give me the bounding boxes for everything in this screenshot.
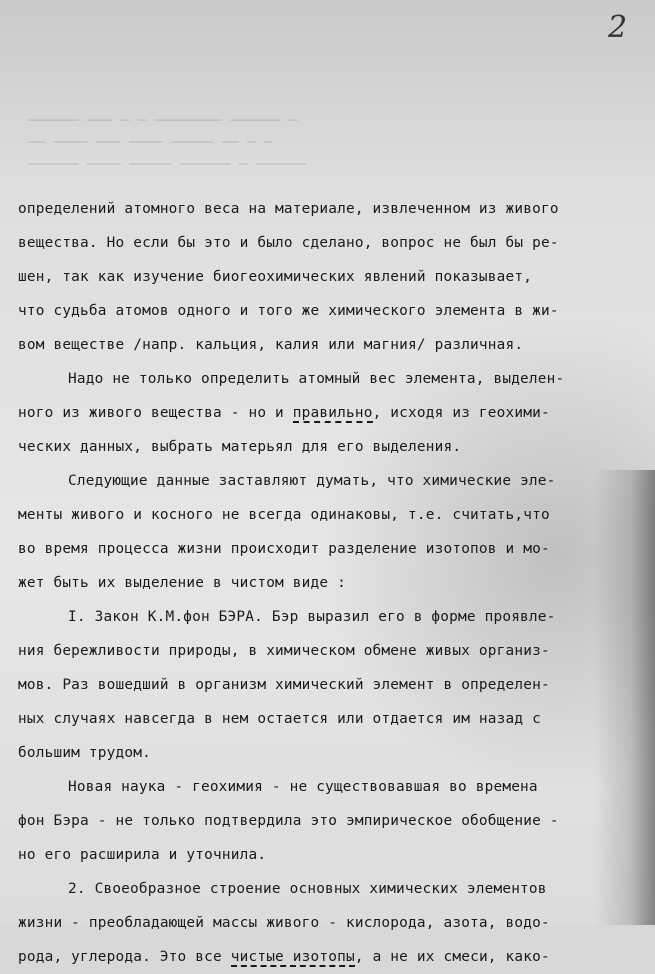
text-line: 2. Своеобразное строение основных химических элементов (68, 881, 547, 897)
text-line: во время процесса жизни происходит разделение изотопов и мо- (18, 541, 550, 557)
text-line (18, 940, 640, 974)
underlined-text: правильно (292, 405, 373, 421)
text-line: Следующие данные заставляют думать, что химические эле- (68, 473, 556, 489)
text-line: Надо не только определить атомный вес элемента, выделен- (68, 371, 565, 387)
text-line: но его расширила и уточнила. (18, 847, 267, 863)
text-line: ческих данных, выбрать матерьял для его выделения. (18, 439, 462, 455)
text-line: фон Бэра - не только подтвердила это эмпирическое обобщение - (18, 813, 559, 829)
text-line: ных случаях навсегда в нем остается или отдается им назад с (18, 711, 541, 727)
text-line: большим трудом. (18, 745, 151, 761)
text-line: что судьба атомов одного и того же химического элемента в жи- (18, 303, 559, 319)
text-line: ния бережливости природы, в химическом обмене живых организ- (18, 643, 550, 659)
text-line: I. Закон К.М.фон БЭРА. Бэр выразил его в форме проявле- (68, 609, 556, 625)
text-line: жет быть их выделение в чистом виде : (18, 575, 346, 591)
torn-page-edge (595, 470, 655, 925)
text-segment: , а не их смеси, како- (354, 949, 550, 965)
bleed-through-text: ────── ─── ─ ─ ──────── ────── ─ ── ──── ─── ──── ───── ── ─ ─ ────── ──── ───── ────── ─ ────── (28, 113, 307, 173)
text-line: менты живого и косного не всегда одинаковы, т.е. считать,что (18, 507, 550, 523)
page-number: 2 (608, 10, 628, 45)
typed-body-text (18, 192, 640, 974)
text-line: мов. Раз вошедший в организм химический элемент в определен- (18, 677, 550, 693)
text-line: шен, так как изучение биогеохимических явлений показывает, (18, 269, 533, 285)
text-segment: рода, углерода. Это все (18, 949, 231, 965)
text-line: вом веществе /напр. кальция, калия или магния/ различная. (18, 337, 524, 353)
text-line: Новая наука - геохимия - не существовавшая во времена (68, 779, 538, 795)
text-segment: , исходя из геохими- (372, 405, 550, 421)
text-line (18, 396, 640, 430)
text-line: вещества. Но если бы это и было сделано, вопрос не был бы ре- (18, 235, 559, 251)
underlined-text: чистые изотопы (230, 949, 355, 965)
text-line: жизни - преобладающей массы живого - кислорода, азота, водо- (18, 915, 550, 931)
text-segment: ного из живого вещества - но и (18, 405, 293, 421)
text-line: определений атомного веса на материале, извлеченном из живого (18, 201, 559, 217)
